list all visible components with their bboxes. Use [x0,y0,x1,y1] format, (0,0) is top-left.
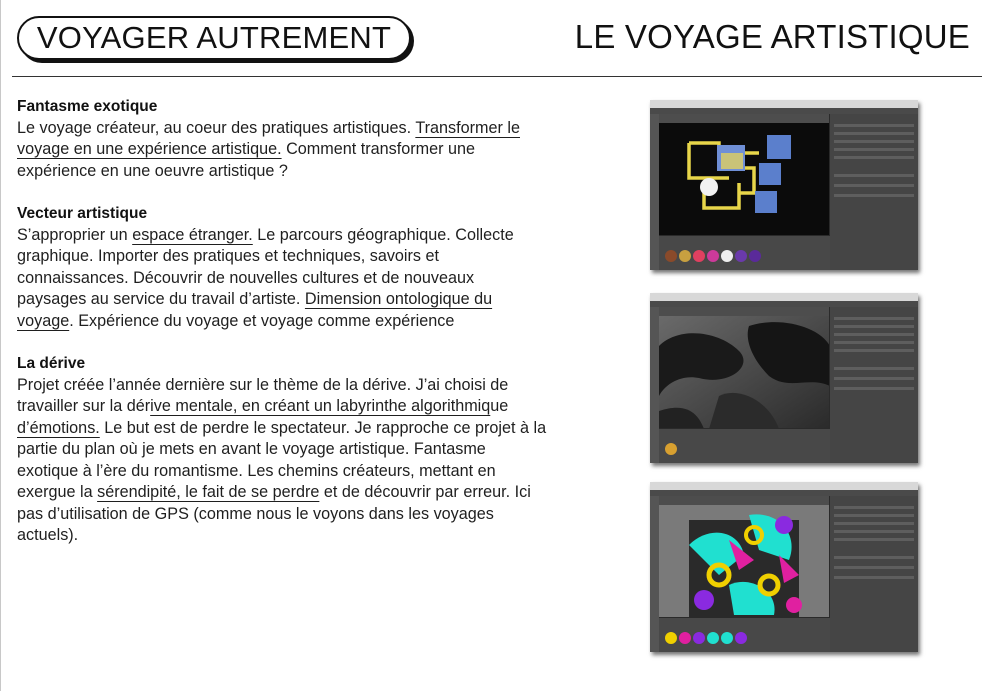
viewport-cubes [659,123,830,236]
section-body [17,225,547,333]
colorful-scene [659,505,830,618]
underlined-phrase: d’émotions. [17,418,100,437]
cinema4d-screenshot-colorful [650,482,918,652]
header-left-title-pill [17,16,411,60]
underlined-phrase: espace étranger. [132,225,253,244]
text-segment: ue [490,397,509,415]
page-left-edge [0,0,1,691]
underlined-phrase: sérendipité, le fait de se perdre [97,483,320,501]
cubes-scene [659,123,830,236]
section-heading: Vecteur artistique [17,205,148,222]
text-segment: Le voyage créateur, au coeur des pratiques artistiques. [17,118,416,137]
text-segment: S’approprier un [17,225,133,244]
viewport-shadows [659,316,830,429]
cinema4d-screenshot-cubes [650,100,918,270]
section-heading: La dérive [17,355,86,372]
text-segment: Comment transformer une expérience en une oeuvre artistique ? [17,140,475,180]
section-vecteur-artistique [17,203,547,332]
section-body [17,118,547,183]
cinema4d-screenshot-shadows [650,293,918,463]
text-segment: Le parcours géographique. Collecte graphique. Importer des pratiques et techniques, savoirs et connaissances. Découvrir de nouvelles cultures et de nouveaux paysages au service du travail d’artiste. [17,225,514,308]
section-fantasme-exotique [17,96,547,182]
header-divider [12,76,982,77]
underlined-phrase: ive mentale, en créant un labyrinthe algorithmiq [150,397,491,415]
header-left-title: VOYAGER AUTREMENT [36,20,392,55]
shadows-scene [659,316,830,429]
section-heading: Fantasme exotique [17,98,158,115]
underlined-phrase: Transformer le voyage en une expérience artistique. [17,118,520,158]
text-content [17,96,547,568]
viewport-colorful [659,505,830,618]
section-la-derive [17,353,547,547]
text-segment: et de découvrir par erreur. Ici pas d’utilisation de GPS (comme nous le voyons dans les voyages actuels). [17,483,531,544]
section-body [17,375,547,547]
text-segment: Projet créée l’année dernière sur le thème de la dérive. J’ai choisi de travailler sur la dér [17,375,509,415]
header-right-title: LE VOYAGE ARTISTIQUE [574,18,970,55]
text-segment: Le but est de perdre le spectateur. Je rapproche ce projet à la partie du plan où je mets en avant le voyage artistique. Fantasme exotique à l’ère du romantisme. Les chemins créateurs, mettant en exergue la [17,418,547,501]
underlined-phrase: Dimension ontologique du voyage [17,290,493,330]
text-segment: . Expérience du voyage et voyage comme expérience [69,311,455,330]
